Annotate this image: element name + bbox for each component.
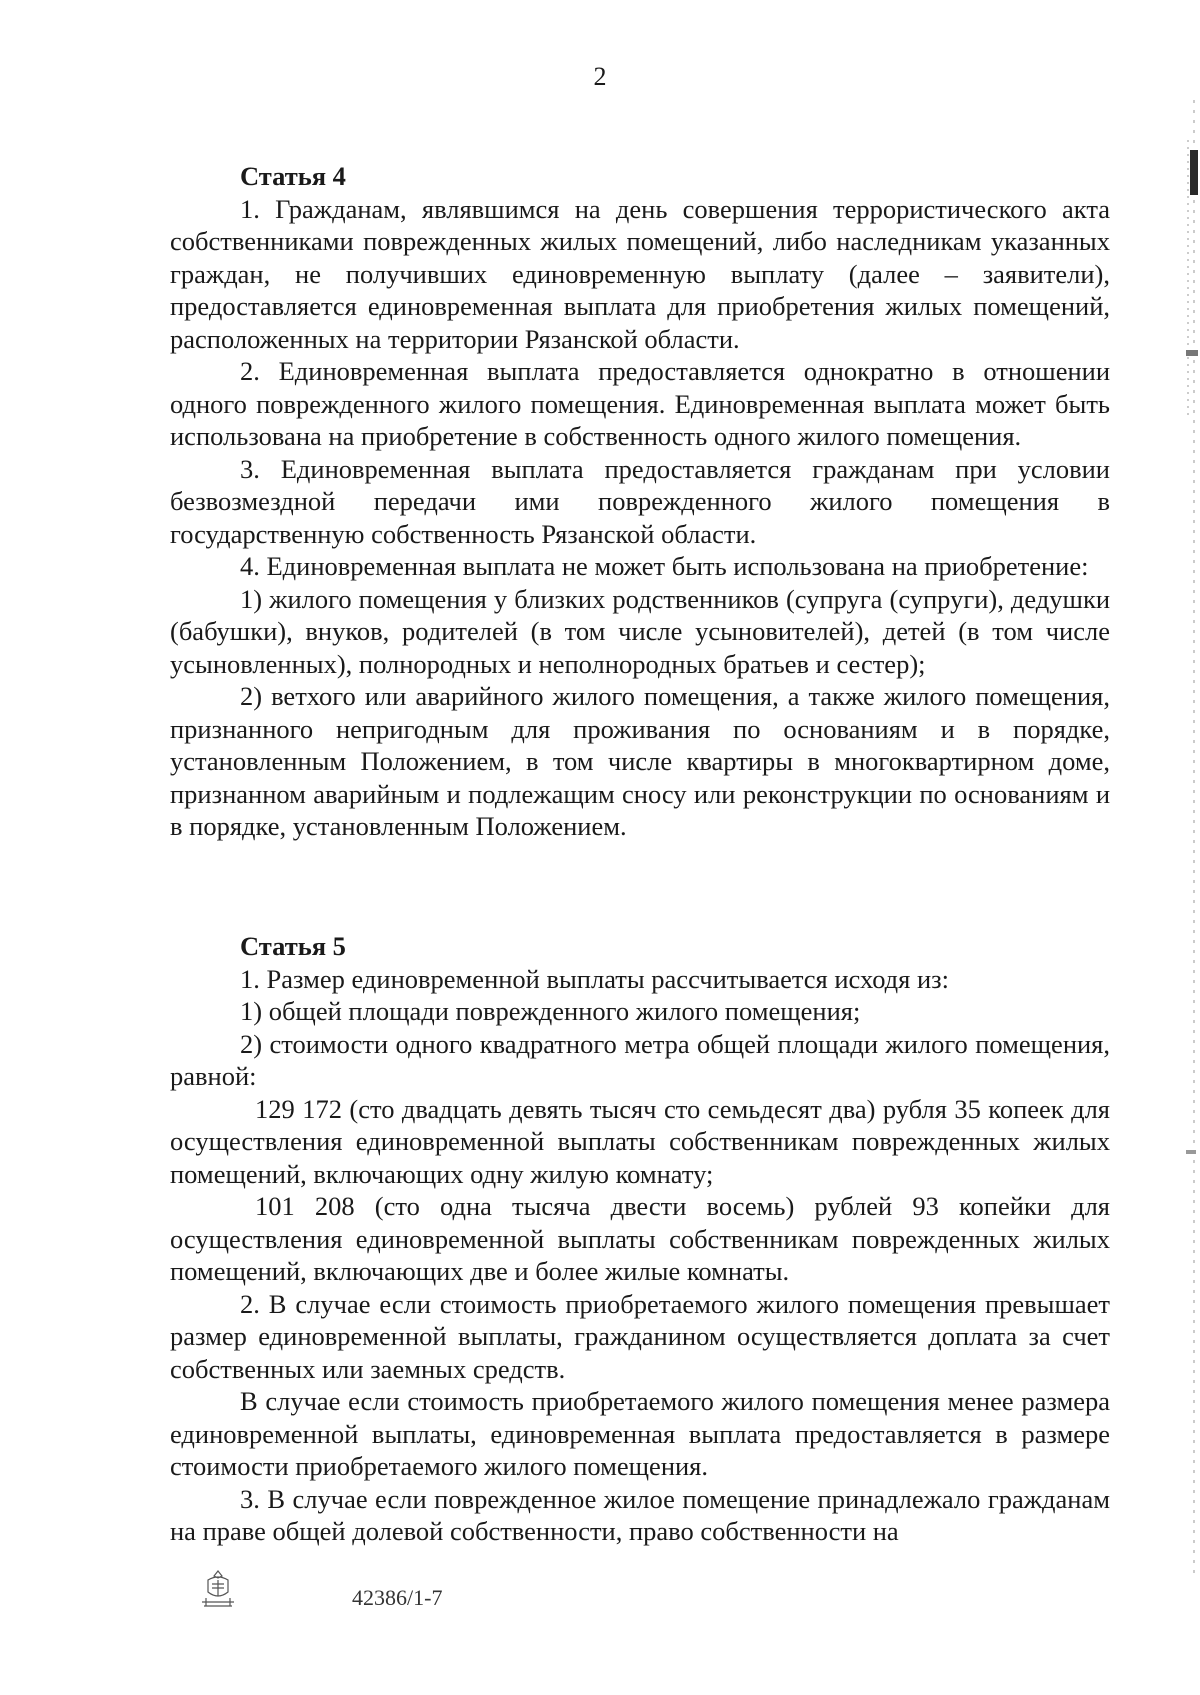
article-5-rate-two-rooms: 101 208 (сто одна тысяча двести восемь) рублей 93 копейки для осуществления единовременной выплаты собственникам поврежденных жилых помещений, включающих две и более жилые комнаты. bbox=[170, 1191, 1110, 1286]
article-5-paragraph-2b: В случае если стоимость приобретаемого жилого помещения менее размера единовременной выплаты, единовременная выплата предоставляется в размере стоимости приобретаемого жилого помещения. bbox=[170, 1386, 1110, 1481]
article-4-paragraph-2: 2. Единовременная выплата предоставляется однократно в отношении одного поврежденного жилого помещения. Единовременная выплата может быть использована на приобретение в собственность одного жилого помещения. bbox=[170, 356, 1110, 451]
coat-of-arms-icon bbox=[198, 1568, 238, 1610]
article-5 bbox=[170, 930, 1110, 1548]
article-4 bbox=[170, 160, 1110, 843]
scan-edge-artifact bbox=[1174, 100, 1200, 1580]
article-4-paragraph-3: 3. Единовременная выплата предоставляется гражданам при условии безвозмездной передачи ими поврежденного жилого помещения в государственную собственность Рязанской области. bbox=[170, 453, 1110, 549]
article-5-paragraph-2: 2. В случае если стоимость приобретаемого жилого помещения превышает размер единовременной выплаты, гражданином осуществляется доплата за счет собственных или заемных средств. bbox=[170, 1288, 1110, 1384]
article-4-paragraph-4: 4. Единовременная выплата не может быть использована на приобретение: bbox=[240, 551, 1089, 581]
article-5-subitem-2: 2) стоимости одного квадратного метра общей площади жилого помещения, равной: bbox=[170, 1028, 1110, 1091]
article-4-paragraph-1: 1. Гражданам, являвшимся на день совершения террористического акта собственниками поврежденных жилых помещений, либо наследникам указанных граждан, не получивших единовременную выплату (далее – заявители), предоставляется единовременная выплата для приобретения жилых помещений, расположенных на территории Рязанской области. bbox=[170, 193, 1110, 354]
article-5-subitem-1: 1) общей площади поврежденного жилого помещения; bbox=[240, 996, 861, 1026]
page-number: 2 bbox=[593, 62, 607, 91]
article-5-rate-one-room: 129 172 (сто двадцать девять тысяч сто семьдесят два) рубля 35 копеек для осуществления единовременной выплаты собственникам поврежденных жилых помещений, включающих одну жилую комнату; bbox=[170, 1093, 1110, 1189]
article-5-paragraph-1: 1. Размер единовременной выплаты рассчитывается исходя из: bbox=[240, 963, 949, 994]
article-4-subitem-1: 1) жилого помещения у близких родственников (супруга (супруги), дедушки (бабушки), внуков, родителей (в том числе усыновителей), детей (в том числе усыновленных), полнородных и неполнородных братьев и сестер); bbox=[170, 583, 1110, 679]
article-4-heading: Статья 4 bbox=[240, 161, 346, 191]
article-5-paragraph-3: 3. В случае если поврежденное жилое помещение принадлежало гражданам на праве общей долевой собственности, право собственности на bbox=[170, 1483, 1110, 1546]
article-5-heading: Статья 5 bbox=[240, 931, 346, 961]
article-4-subitem-2: 2) ветхого или аварийного жилого помещения, а также жилого помещения, признанного непригодным для проживания по основаниям и в порядке, установленным Положением, в том числе квартиры в многоквартирном доме, признанном аварийным и подлежащим сносу или реконструкции по основаниям и в порядке, установленным Положением. bbox=[170, 681, 1110, 841]
document-code: 42386/1-7 bbox=[352, 1585, 443, 1610]
